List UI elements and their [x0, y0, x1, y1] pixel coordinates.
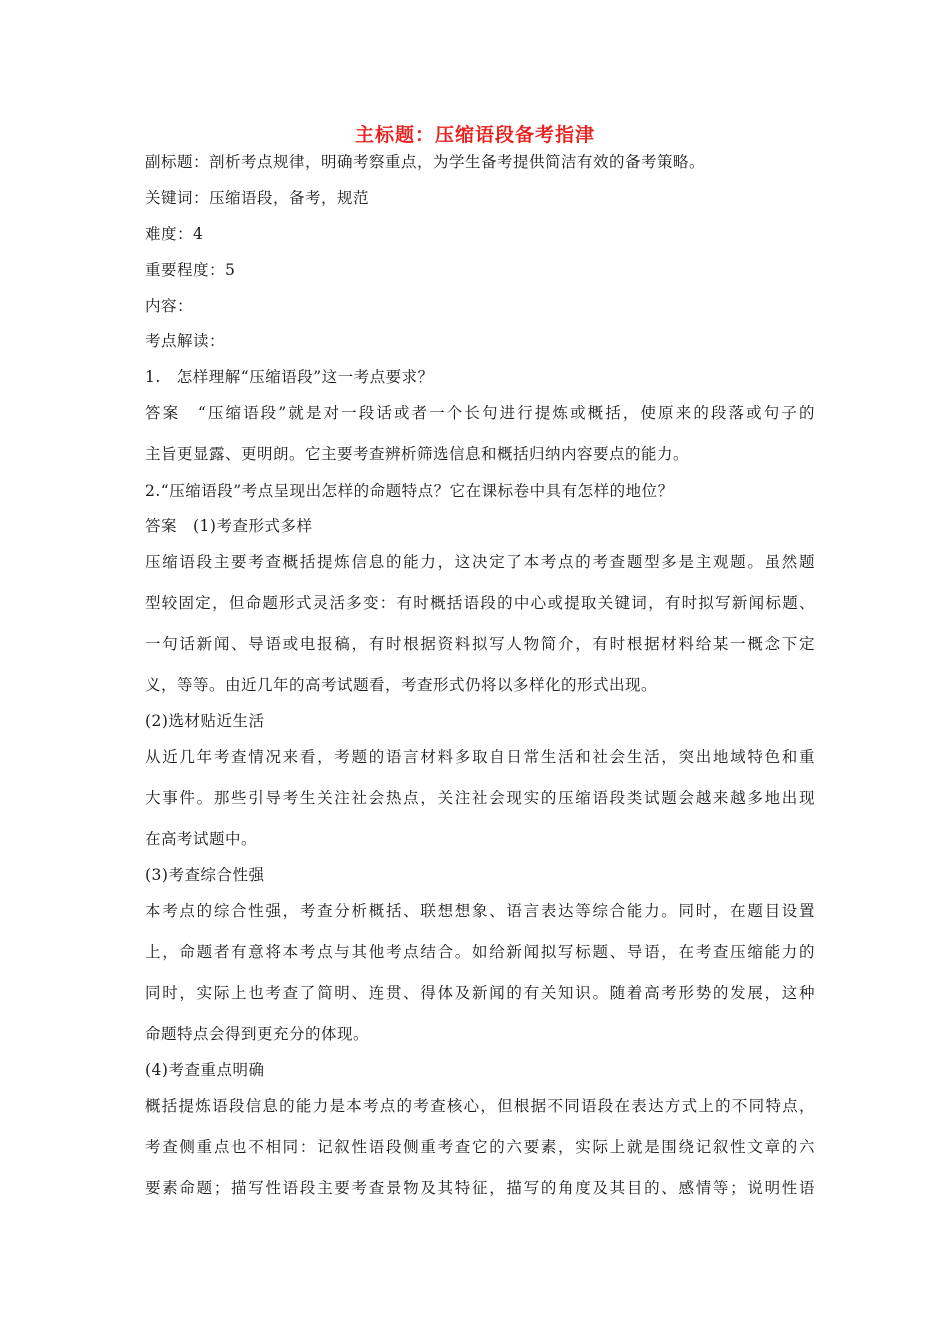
paragraph-line: 大事件。那些引导考生关注社会热点，关注社会现实的压缩语段类试题会越来越多地出现	[145, 789, 815, 807]
answer-1-line: 主旨更显露、更明朗。它主要考查辨析筛选信息和概括归纳内容要点的能力。	[145, 445, 690, 463]
paragraph-line: 要素命题；描写性语段主要考查景物及其特征，描写的角度及其目的、感情等；说明性语	[145, 1179, 815, 1197]
content-label: 内容：	[145, 297, 194, 315]
question-1: 1. 怎样理解“压缩语段”这一考点要求？	[145, 368, 434, 386]
paragraph-line: 压缩语段主要考查概括提炼信息的能力，这决定了本考点的考查题型多是主观题。虽然题	[145, 553, 815, 571]
paragraph-line: 本考点的综合性强，考查分析概括、联想想象、语言表达等综合能力。同时，在题目设置	[145, 902, 815, 920]
answer-1-line: 答案 “压缩语段”就是对一段话或者一个长句进行提炼或概括，使原来的段落或句子的	[145, 404, 815, 422]
main-title: 主标题：压缩语段备考指津	[354, 124, 595, 146]
paragraph-line: 同时，实际上也考查了简明、连贯、得体及新闻的有关知识。随着高考形势的发展，这种	[145, 984, 815, 1002]
answer-2-heading: 答案 (1)考查形式多样	[145, 517, 313, 535]
paragraph-line: 义，等等。由近几年的高考试题看，考查形式仍将以多样化的形式出现。	[145, 676, 658, 694]
subtitle: 副标题：剖析考点规律，明确考察重点，为学生备考提供简洁有效的备考策略。	[145, 153, 706, 171]
paragraph-line: 命题特点会得到更充分的体现。	[145, 1025, 370, 1043]
paragraph-line: 在高考试题中。	[145, 830, 258, 848]
sub-heading: (2)选材贴近生活	[145, 712, 265, 730]
difficulty: 难度：4	[145, 225, 204, 243]
importance: 重要程度：5	[145, 261, 236, 279]
keywords: 关键词：压缩语段，备考，规范	[145, 189, 370, 207]
paragraph-line: 上，命题者有意将本考点与其他考点结合。如给新闻拟写标题、导语，在考查压缩能力的	[145, 943, 815, 961]
paragraph-line: 一句话新闻、导语或电报稿，有时根据资料拟写人物简介，有时根据材料给某一概念下定	[145, 635, 815, 653]
sub-heading: (3)考查综合性强	[145, 866, 265, 884]
paragraph-line: 从近几年考查情况来看，考题的语言材料多取自日常生活和社会生活，突出地域特色和重	[145, 748, 815, 766]
paragraph-line: 考查侧重点也不相同：记叙性语段侧重考查它的六要素，实际上就是围绕记叙性文章的六	[145, 1138, 815, 1156]
sub-heading: (4)考查重点明确	[145, 1061, 265, 1079]
paragraph-line: 型较固定，但命题形式灵活多变：有时概括语段的中心或提取关键词，有时拟写新闻标题、	[145, 594, 815, 612]
section-label: 考点解读：	[145, 332, 226, 350]
question-2: 2.“压缩语段”考点呈现出怎样的命题特点？它在课标卷中具有怎样的地位？	[145, 482, 674, 500]
paragraph-line: 概括提炼语段信息的能力是本考点的考查核心，但根据不同语段在表达方式上的不同特点，	[145, 1097, 815, 1115]
